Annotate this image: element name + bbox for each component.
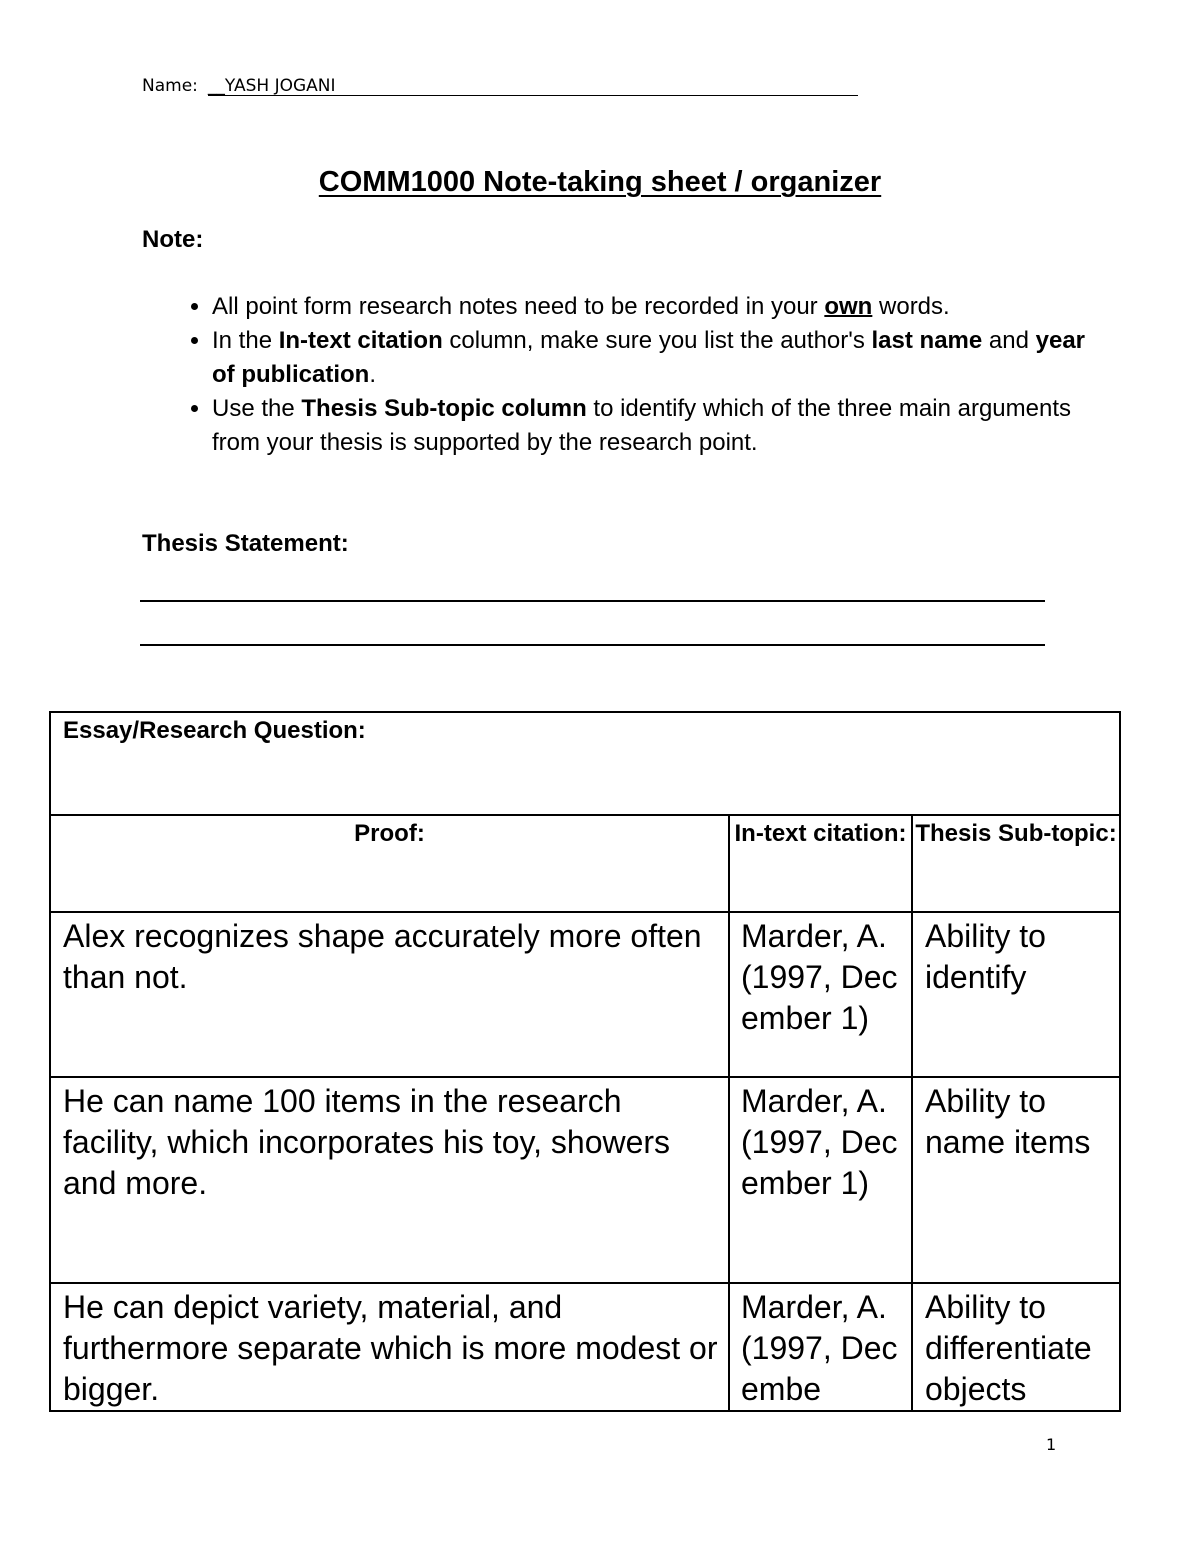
notes-table <box>49 711 1121 1412</box>
subtopic-cell: Ability to name items <box>912 1077 1120 1283</box>
thesis-line-1 <box>140 600 1045 602</box>
name-field: __YASH JOGANI <box>208 77 858 96</box>
research-question-cell: Essay/Research Question: <box>50 712 1120 815</box>
table-row <box>50 1077 1120 1283</box>
name-label: Name: <box>142 76 198 96</box>
thesis-line-2 <box>140 644 1045 646</box>
citation-cell: Marder, A. (1997, December 1) <box>729 912 912 1077</box>
proof-cell: He can name 100 items in the research facility, which incorporates his toy, showers and more. <box>50 1077 729 1283</box>
header-proof: Proof: <box>50 815 729 912</box>
thesis-statement-label: Thesis Statement: <box>142 530 349 557</box>
header-citation: In-text citation: <box>729 815 912 912</box>
note-label: Note: <box>142 226 204 253</box>
citation-cell: Marder, A. (1997, Decembe <box>729 1283 912 1411</box>
citation-cell: Marder, A. (1997, December 1) <box>729 1077 912 1283</box>
proof-cell: Alex recognizes shape accurately more often than not. <box>50 912 729 1077</box>
list-item: • In the In-text citation column, make sure you list the author's last name and year of publication. <box>212 324 1112 392</box>
table-row <box>50 1283 1120 1411</box>
page-number: 1 <box>1046 1435 1057 1454</box>
subtopic-cell: Ability to differentiate objects <box>912 1283 1120 1411</box>
list-item: • All point form research notes need to be recorded in your own words. <box>212 290 1112 324</box>
proof-cell: He can depict variety, material, and furthermore separate which is more modest or bigger. <box>50 1283 729 1411</box>
subtopic-cell: Ability to identify <box>912 912 1120 1077</box>
header-subtopic: Thesis Sub-topic: <box>912 815 1120 912</box>
table-row <box>50 912 1120 1077</box>
page-title: COMM1000 Note-taking sheet / organizer <box>318 166 882 198</box>
note-bullet-list <box>170 290 1112 460</box>
list-item: • Use the Thesis Sub-topic column to identify which of the three main arguments from your thesis is supported by the research point. <box>212 392 1112 460</box>
name-line <box>142 76 858 96</box>
